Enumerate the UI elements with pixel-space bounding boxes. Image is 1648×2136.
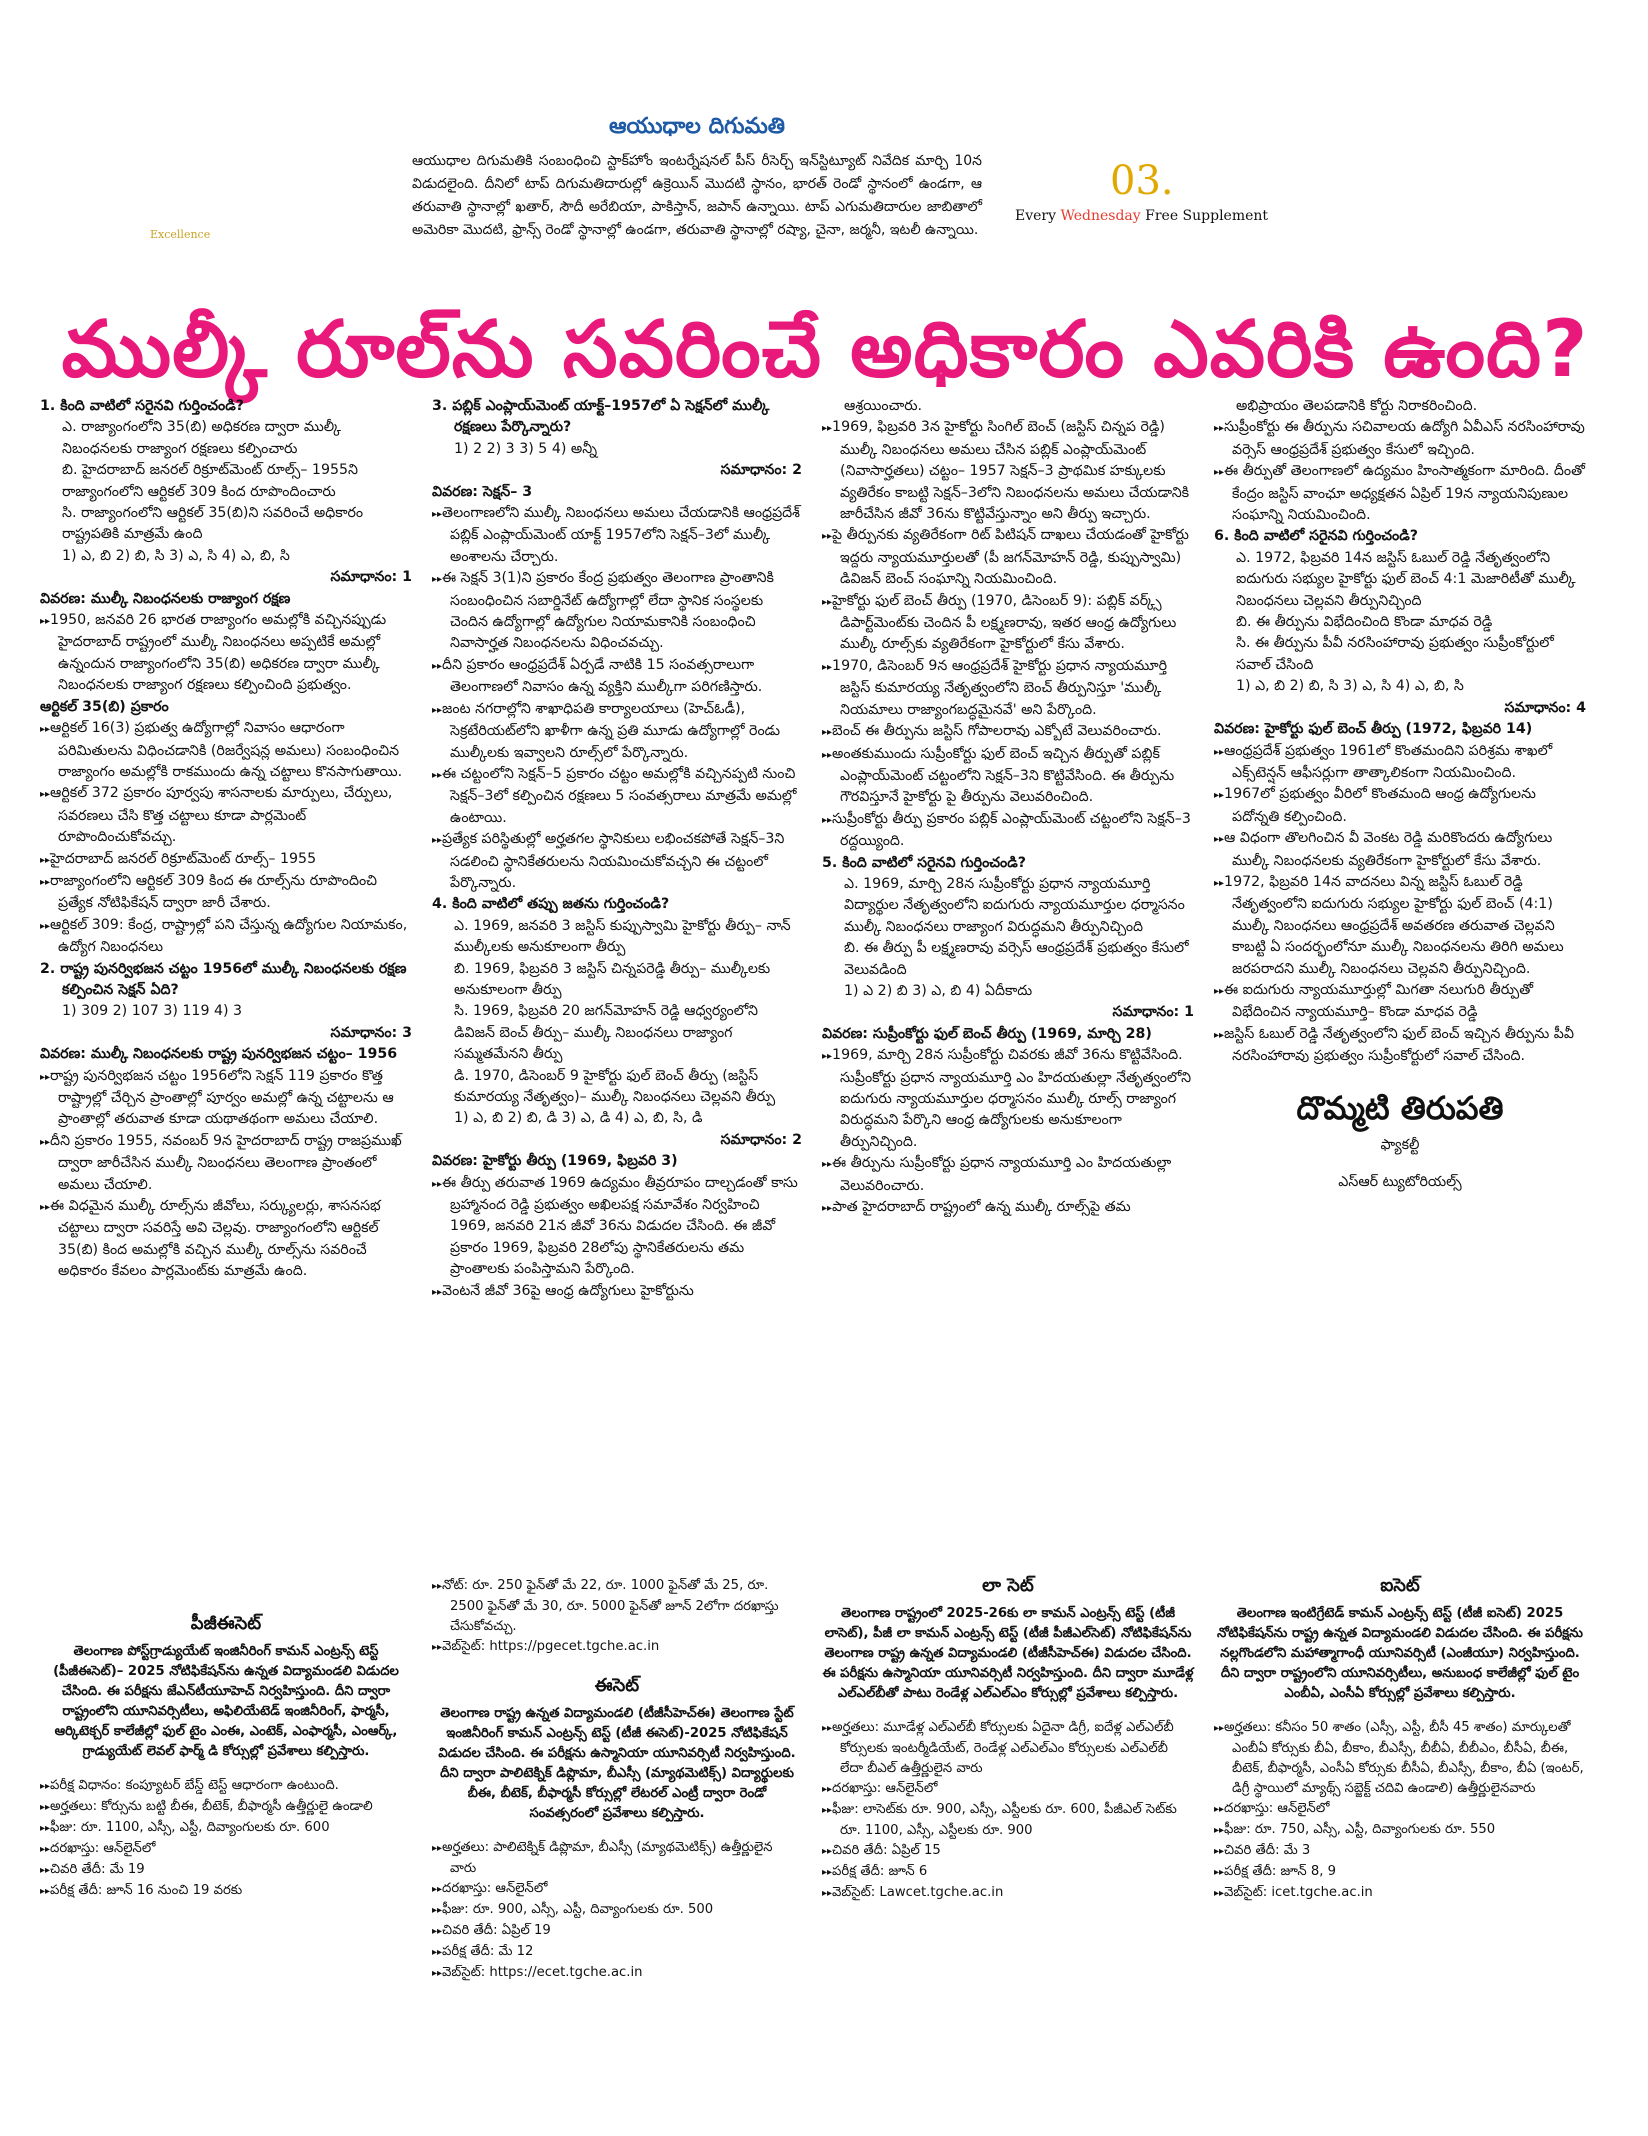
bullet-point: ▸▸ 1967లో ప్రభుత్వం వీరిలో కొంతమంది ఆంధ్ర ఉద్యోగులను పదోన్నతి కల్పించింది. xyxy=(1214,784,1586,828)
lawcet-row: ▸▸ అర్హతలు: మూడేళ్ల ఎల్‌ఎల్‌బీ కోర్సులకు ఏదైనా డిగ్రీ, ఐదేళ్ల ఎల్‌ఎల్‌బీ కోర్సులకు ఇంటర్మీడియేట్, రెండేళ్ల ఎల్‌ఎల్‌ఎం కోర్సులకు ఎల్‌ఎల్‌బీ లేదా బీఎల్ ఉత్తీర్ణులైన వారు xyxy=(822,1718,1194,1779)
icet-intro: తెలంగాణ ఇంటిగ్రేటెడ్ కామన్ ఎంట్రన్స్ టెస్ట్ (టీజీ ఐసెట్) 2025 నోటిఫికేషన్‌ను రాష్ట్ర ఉన్నత విద్యామండలి విడుదల చేసింది. ఈ పరీక్షను నల్లగొండలోని మహాత్మాగాంధీ యూనివర్సిటీ (ఎంజీయూ) నిర్వహిస్తుంది. దీని ద్వారా రాష్ట్రంలోని యూనివర్సిటీలు, అనుబంధ కాలేజీల్లో ఫుల్ టైం ఎంబీఏ, ఎంసీఏ కోర్సుల్లో ప్రవేశాలు కల్పిస్తారు. xyxy=(1217,1606,1583,1701)
sub-heading: ఆర్టికల్ 35(బి) ప్రకారం xyxy=(40,698,169,715)
supp-day: Wednesday xyxy=(1060,208,1141,224)
option-text: బి. ఈ తీర్పు పీ లక్ష్మణరావు వర్సెస్ ఆంధ్రప్రదేశ్ ప్రభుత్వం కేసులో వెలువడింది xyxy=(844,940,1189,978)
ecet-row: ▸▸ ఫీజు: రూ. 900, ఎస్సీ, ఎస్టీ, దివ్యాంగులకు రూ. 500 xyxy=(432,1900,802,1921)
option-text: ఎ. 1969, మార్చి 28న సుప్రీంకోర్టు ప్రధాన న్యాయమూర్తి విద్యార్థుల నేతృత్వంలోని ఐదుగురు న్యాయమూర్తుల ధర్మాసనం ముల్కీ నిబంధనలు రాజ్యాంగ విరుద్ధమని తీర్పునిచ్చింది xyxy=(844,875,1185,935)
pgecet-title: పీజీఈసెట్ xyxy=(190,1613,262,1634)
masthead-logo: Excellence xyxy=(150,228,211,241)
question-3: 3. పబ్లిక్ ఎంప్లాయ్‌మెంట్ యాక్ట్–1957లో ఏ సెక్షన్‌లో ముల్కీ రక్షణలు పేర్కొన్నారు? xyxy=(432,398,770,436)
lawcet-section xyxy=(822,1576,1194,1904)
options: 1) ఎ, బి 2) బి, సి 3) ఎ, సి 4) ఎ, బి, సి xyxy=(1236,678,1464,695)
arms-box-text: ఆయుధాల దిగుమతికి సంబంధించి స్టాక్‌హోం ఇంటర్నేషనల్ పీస్ రీసెర్చ్ ఇన్‌స్టిట్యూట్ నివేదిక మార్చి 10న విడుదలైంది. దీనిలో టాప్ దిగుమతిదారుల్లో ఉక్రెయిన్ మొదటి స్థానం, భారత్ రెండో స్థానంలో ఉండగా, ఆ తరువాతి స్థానాల్లో ఖతార్, సౌదీ అరేబియా, పాకిస్తాన్, జపాన్ ఉన్నాయి. టాప్ ఎగుమతిదారుల జాబితాలో అమెరికా మొదటి, ఫ్రాన్స్ రెండో స్థానాల్లో ఉండగా, తరువాతి స్థానాల్లో రష్యా, చైనా, జర్మనీ, ఇటలీ ఉన్నాయి. xyxy=(412,153,982,238)
explanation-heading: వివరణ: హైకోర్టు ఫుల్ బెంచ్ తీర్పు (1972, ఫిబ్రవరి 14) xyxy=(1214,721,1533,738)
lawcet-row: ▸▸ పరీక్ష తేదీ: జూన్ 6 xyxy=(822,1862,1194,1883)
explanation-heading: వివరణ: సుప్రీంకోర్టు ఫుల్ బెంచ్ తీర్పు (1969, మార్చి 28) xyxy=(822,1025,1152,1042)
pgecet-row: ▸▸ దరఖాస్తు: ఆన్‌లైన్‌లో xyxy=(40,1839,412,1860)
icet-title: ఐసెట్ xyxy=(1380,1575,1420,1596)
bullet-point: ▸▸ 1972, ఫిబ్రవరి 14న వాదనలు విన్న జస్టిస్ ఓబుల్ రెడ్డి నేతృత్వంలోని ఐదుగురు సభ్యుల హైకోర్టు ఫుల్ బెంచ్ (4:1) ముల్కీ నిబంధనలు ఆంధ్రప్రదేశ్ అవతరణ తరువాత చెల్లవని కాబట్టి ఏ సందర్భంలోనూ ముల్కీ నిబంధనలను తిరిగి అమలు జరపరాదని ముల్కీ నిబంధనలు చెల్లవని తీర్పునిచ్చింది. xyxy=(1214,872,1586,980)
icet-row: ▸▸ అర్హతలు: కనీసం 50 శాతం (ఎస్సీ, ఎస్టీ, బీసీ 45 శాతం) మార్కులతో ఎంబీఏ కోర్సుకు బీఏ, బీకాం, బీఎస్సీ, బీబీఏ, బీబీఎం, బీసీఏ, బీఈ, బీటెక్, బీఫార్మసీ, ఎంసీఏ కోర్సుకు బీసీఏ, బీఎస్సీ, బీకాం, బీఏ (ఇంటర్, డిగ్రీ స్థాయిలో మ్యాథ్స్ సబ్జెక్ట్ చదివి ఉండాలి) ఉత్తీర్ణులైనవారు xyxy=(1214,1718,1586,1799)
lawcet-intro: తెలంగాణ రాష్ట్రంలో 2025-26కు లా కామన్ ఎంట్రన్స్ టెస్ట్ (టీజీ లాసెట్), పీజీ లా కామన్ ఎంట్రన్స్ టెస్ట్ (టీజీ పీజీఎల్‌సెట్) నోటిఫికేషన్‌ను తెలంగాణ రాష్ట్ర ఉన్నత విద్యామండలి (టీజీసీహెచ్ఈ) విడుదల చేసింది. ఈ పరీక్షను ఉస్మానియా యూనివర్సిటీ నిర్వహిస్తుంది. దీని ద్వారా మూడేళ్ల ఎల్‌ఎల్‌బీతో పాటు రెండేళ్ల ఎల్‌ఎల్‌ఎం కోర్సుల్లో ప్రవేశాలు కల్పిస్తారు. xyxy=(822,1606,1194,1701)
paragraph: ఆశ్రయించారు. xyxy=(844,398,923,414)
bullet-point: ▸▸ హైదరాబాద్ జనరల్ రిక్రూట్‌మెంట్ రూల్స్– 1955 xyxy=(40,849,412,871)
bullet-point: ▸▸ వెంటనే జీవో 36పై ఆంధ్ర ఉద్యోగులు హైకోర్టును xyxy=(432,1281,802,1303)
bullet-point: ▸▸ దీని ప్రకారం ఆంధ్రప్రదేశ్ ఏర్పడే నాటికి 15 సంవత్సరాలుగా తెలంగాణలో నివాసం ఉన్న వ్యక్తిని ముల్కీగా పరిగణిస్తారు. xyxy=(432,655,802,699)
question-2: 2. రాష్ట్ర పునర్విభజన చట్టం 1956లో ముల్కీ నిబంధనలకు రక్షణ కల్పించిన సెక్షన్ ఏది? xyxy=(40,960,407,998)
icet-row: ▸▸ ఫీజు: రూ. 750, ఎస్సీ, ఎస్టీ, దివ్యాంగులకు రూ. 550 xyxy=(1214,1820,1586,1841)
ecet-row: ▸▸ చివరి తేదీ: ఏప్రిల్ 19 xyxy=(432,1921,802,1942)
page-number: 03. xyxy=(1110,158,1174,204)
answer: సమాధానం: 3 xyxy=(330,1024,412,1041)
option-text: బి. హైదరాబాద్ జనరల్ రిక్రూట్‌మెంట్ రూల్స్– 1955ని రాజ్యాంగంలోని ఆర్టికల్ 309 కింద రూపొందించారు xyxy=(62,462,358,500)
bullet-point: ▸▸ సుప్రీంకోర్టు తీర్పు ప్రకారం పబ్లిక్ ఎంప్లాయ్‌మెంట్ చట్టంలోని సెక్షన్–3 రద్దయ్యింది. xyxy=(822,809,1194,853)
options: 1) 309 2) 107 3) 119 4) 3 xyxy=(62,1003,243,1020)
bullet-point: ▸▸ ఈ తీర్పుతో తెలంగాణలో ఉద్యమం హింసాత్మకంగా మారింది. దీంతో కేంద్రం జస్టిస్ వాంఛూ అధ్యక్షతన ఏప్రిల్ 19న న్యాయనిపుణుల సంఘాన్ని నియమించింది. xyxy=(1214,461,1586,526)
icet-section xyxy=(1214,1576,1586,1904)
bullet-point: ▸▸ ప్రత్యేక పరిస్థితుల్లో అర్హతగల స్థానికులు లభించకపోతే సెక్షన్–3ని సడలించి స్థానికేతరులను నియమించుకోవచ్చని ఈ చట్టంలో పేర్కొన్నారు. xyxy=(432,829,802,894)
arms-box-title: ఆయుధాల దిగుమతి xyxy=(608,114,786,139)
option-text: ఎ. 1969, జనవరి 3 జస్టిస్ కుప్పుస్వామి హైకోర్టు తీర్పు– నాన్ ముల్కీలకు అనుకూలంగా తీర్పు xyxy=(454,917,791,956)
lawcet-row: ▸▸ చివరి తేదీ: ఏప్రిల్ 15 xyxy=(822,1841,1194,1862)
bullet-point: ▸▸ రాజ్యాంగంలోని ఆర్టికల్ 309 కింద ఈ రూల్స్‌ను రూపొందించి ప్రత్యేక నోటిఫికేషన్ ద్వారా జారీ చేశారు. xyxy=(40,871,412,915)
option-text: ఎ. రాజ్యాంగంలోని 35(బి) అధికరణ ద్వారా ముల్కీ నిబంధనలకు రాజ్యాంగ రక్షణలు కల్పించారు xyxy=(62,419,342,457)
bullet-point: ▸▸ 1969, మార్చి 28న సుప్రీంకోర్టు చివరకు జీవో 36ను కొట్టివేసింది. సుప్రీంకోర్టు ప్రధాన న్యాయమూర్తి ఎం హిదయతుల్లా నేతృత్వంలోని ఐదుగురు న్యాయమూర్తుల ధర్మాసనం ముల్కీ రూల్స్ రాజ్యాంగ విరుద్ధమని పేర్కొని ఆంధ్ర ఉద్యోగులకు అనుకూలంగా తీర్పునిచ్చింది. xyxy=(822,1045,1194,1153)
column-3 xyxy=(822,396,1194,1219)
bullet-point: ▸▸ పాత హైదరాబాద్ రాష్ట్రంలో ఉన్న ముల్కీ రూల్స్‌పై తమ xyxy=(822,1197,1194,1219)
pgecet-row: ▸▸ పరీక్ష విధానం: కంప్యూటర్ బేస్డ్ టెస్ట్ ఆధారంగా ఉంటుంది. xyxy=(40,1776,412,1797)
lawcet-row: ▸▸ ఫీజు: లాసెట్‌కు రూ. 900, ఎస్సీ, ఎస్టీలకు రూ. 600, పీజీఎల్ సెట్‌కు రూ. 1100, ఎస్సీ, ఎస్టీలకు రూ. 900 xyxy=(822,1800,1194,1841)
answer: సమాధానం: 2 xyxy=(720,1131,802,1148)
option-text: సి. ఈ తీర్పును పీవీ నరసింహారావు ప్రభుత్వం సుప్రీంకోర్టులో సవాల్ చేసింది xyxy=(1236,635,1554,673)
bullet-point: ▸▸ ఈ ఐదుగురు న్యాయమూర్తుల్లో మిగతా నలుగురి తీర్పుతో విభేదించిన న్యాయమూర్తి– కొండా మాధవ రెడ్డి xyxy=(1214,980,1586,1024)
paragraph: అభిప్రాయం తెలపడానికి కోర్టు నిరాకరించింది. xyxy=(1236,398,1478,414)
column-1 xyxy=(40,396,412,1283)
column-2 xyxy=(432,396,802,1303)
bullet-point: ▸▸ 1950, జనవరి 26 భారత రాజ్యాంగం అమల్లోకి వచ్చినప్పుడు హైదరాబాద్ రాష్ట్రంలో ముల్కీ నిబంధనలు అప్పటికే అమల్లో ఉన్నందున రాజ్యాంగంలోని 35(బి) అధికరణ ద్వారా ముల్కీ నిబంధనలకు రాజ్యాంగ రక్షణలు కల్పించింది ప్రభుత్వం. xyxy=(40,610,412,697)
bullet-point: ▸▸ జంట నగరాల్లోని శాఖాధిపతి కార్యాలయాలు (హెచ్‌ఓడీ), సెక్రటేరియట్‌లోని ఖాళీగా ఉన్న ప్రతి మూడు ఉద్యోగాల్లో రెండు ముల్కీలకు ఇవ్వాలని రూల్స్‌లో పేర్కొన్నారు. xyxy=(432,699,802,764)
ecet-row: ▸▸ పరీక్ష తేదీ: మే 12 xyxy=(432,1942,802,1963)
ecet-row: ▸▸ దరఖాస్తు: ఆన్‌లైన్‌లో xyxy=(432,1879,802,1900)
bullet-point: ▸▸ ఆ విధంగా తొలగించిన వీ వెంకట రెడ్డి మరికొందరు ఉద్యోగులు ముల్కీ నిబంధనలకు వ్యతిరేకంగా హైకోర్టులో కేసు వేశారు. xyxy=(1214,828,1586,872)
column-4 xyxy=(1214,396,1586,1194)
bullet-point: ▸▸ సుప్రీంకోర్టు ఈ తీర్పును సచివాలయ ఉద్యోగి ఏవీఎస్ నరసింహారావు వర్సెస్ ఆంధ్రప్రదేశ్ ప్రభుత్వం కేసులో ఇచ్చింది. xyxy=(1214,417,1586,461)
bullet-point: ▸▸ ఈ విధమైన ముల్కీ రూల్స్‌ను జీవోలు, సర్క్యులర్లు, శాసనసభ చట్టాలు ద్వారా సవరిస్తే అవి చెల్లవు. రాజ్యాంగంలోని ఆర్టికల్ 35(బి) కింద అమల్లోకి వచ్చిన ముల్కీ రూల్స్‌ను సవరించే అధికారం కేవలం పార్లమెంట్‌కు మాత్రమే ఉంది. xyxy=(40,1196,412,1283)
bullet-point: ▸▸ బెంచ్ ఈ తీర్పును జస్టిస్ గోపాలరావు ఎక్బోటే వెలువరించారు. xyxy=(822,721,1194,743)
ecet-intro: తెలంగాణ రాష్ట్ర ఉన్నత విద్యామండలి (టీజీసీహెచ్ఈ) తెలంగాణ స్టేట్ ఇంజినీరింగ్ కామన్ ఎంట్రన్స్ టెస్ట్ (టీజీ ఈసెట్)-2025 నోటిఫికేషన్ విడుదల చేసింది. ఈ పరీక్షను ఉస్మానియా యూనివర్సిటీ నిర్వహిస్తుంది. దీని ద్వారా పాలిటెక్నిక్ డిప్లొమా, బీఎస్సీ (మ్యాథమెటిక్స్) విద్యార్థులకు బీఈ, బీటెక్, బీఫార్మసీ కోర్సుల్లో లేటరల్ ఎంట్రీ ద్వారా రెండో సంవత్సరంలో ప్రవేశాలు కల్పిస్తారు. xyxy=(438,1706,796,1821)
icet-row: ▸▸ పరీక్ష తేదీ: జూన్ 8, 9 xyxy=(1214,1862,1586,1883)
icet-row: ▸▸ వెబ్‌సైట్: icet.tgche.ac.in xyxy=(1214,1883,1586,1904)
pgecet-row: ▸▸ పరీక్ష తేదీ: జూన్ 16 నుంచి 19 వరకు xyxy=(40,1881,412,1902)
options: 1) ఎ 2) బి 3) ఎ, బి 4) ఏదీకాదు xyxy=(844,982,1033,999)
explanation-heading: వివరణ: హైకోర్టు తీర్పు (1969, ఫిబ్రవరి 3) xyxy=(432,1153,678,1170)
bullet-point: ▸▸ ఈ తీర్పును సుప్రీంకోర్టు ప్రధాన న్యాయమూర్తి ఎం హిదయతుల్లా వెలువరించారు. xyxy=(822,1153,1194,1197)
question-1: 1. కింది వాటిలో సరైనవి గుర్తించండి? xyxy=(40,398,244,414)
answer: సమాధానం: 4 xyxy=(1504,699,1586,716)
option-text: సి. 1969, ఫిబ్రవరి 20 జగన్‌మోహన్ రెడ్డి ఆధ్వర్యంలోని డివిజన్ బెంచ్ తీర్పు– ముల్కీ నిబంధనలు రాజ్యాంగ సమ్మతమేనని తీర్పు xyxy=(454,1003,758,1063)
bullet-point: ▸▸ తెలంగాణలోని ముల్కీ నిబంధనలు అమలు చేయడానికి ఆంధ్రప్రదేశ్ పబ్లిక్ ఎంప్లాయ్‌మెంట్ యాక్ట్ 1957లోని సెక్షన్–3లో ముల్కీ అంశాలను చేర్చారు. xyxy=(432,503,802,568)
pgecet-row: ▸▸ ఫీజు: రూ. 1100, ఎస్సీ, ఎస్టీ, దివ్యాంగులకు రూ. 600 xyxy=(40,1818,412,1839)
headline: ముల్కీ రూల్‌ను సవరించే అధికారం ఎవరికి ఉంది? xyxy=(61,305,1589,395)
ecet-row: ▸▸ అర్హతలు: పాలిటెక్నిక్ డిప్లొమా, బీఎస్సీ (మ్యాథమెటిక్స్) ఉత్తీర్ణులైన వారు xyxy=(432,1838,802,1879)
bullet-point: ▸▸ ఈ చట్టంలోని సెక్షన్–5 ప్రకారం చట్టం అమల్లోకి వచ్చినప్పటి నుంచి సెక్షన్–3లో కల్పించిన రక్షణలు 5 సంవత్సరాలు మాత్రమే అమల్లో ఉంటాయి. xyxy=(432,764,802,829)
question-5: 5. కింది వాటిలో సరైనవి గుర్తించండి? xyxy=(822,854,1026,871)
bullet-point: ▸▸ ఆర్టికల్ 16(3) ప్రభుత్వ ఉద్యోగాల్లో నివాసం ఆధారంగా పరిమితులను విధించడానికి (రిజర్వేషన్ల అమలు) సంబంధించిన రాజ్యాంగం అమల్లోకి రాకముందు ఉన్న చట్టాలు కొనసాగుతాయి. xyxy=(40,718,412,783)
bullet-point: ▸▸ అంతకుముందు సుప్రీంకోర్టు ఫుల్ బెంచ్ ఇచ్చిన తీర్పుతో పబ్లిక్ ఎంప్లాయ్‌మెంట్ చట్టంలోని సెక్షన్–3ని కొట్టివేసింది. ఈ తీర్పును గౌరవిస్తూనే హైకోర్టు పై తీర్పును వెలువరించింది. xyxy=(822,744,1194,809)
answer: సమాధానం: 2 xyxy=(720,462,802,479)
pgecet-note: ▸▸ నోట్: రూ. 250 ఫైన్‌తో మే 22, రూ. 1000 ఫైన్‌తో మే 25, రూ. 2500 ఫైన్‌తో మే 30, రూ. 5000 ఫైన్‌తో జూన్ 2లోగా దరఖాస్తు చేసుకోవచ్చు. xyxy=(432,1576,802,1637)
answer: సమాధానం: 1 xyxy=(1112,1004,1194,1021)
lawcet-row: ▸▸ వెబ్‌సైట్: Lawcet.tgche.ac.in xyxy=(822,1883,1194,1904)
option-text: ఎ. 1972, ఫిబ్రవరి 14న జస్టిస్ ఓబుల్ రెడ్డి నేతృత్వంలోని ఐదుగురు సభ్యుల హైకోర్టు ఫుల్ బెంచ్ 4:1 మెజారిటీతో ముల్కీ నిబంధనలు చెల్లవని తీర్పునిచ్చింది xyxy=(1236,549,1576,609)
supp-post: Free Supplement xyxy=(1140,208,1269,224)
author-org: ఎస్‌ఆర్ ట్యుటోరియల్స్ xyxy=(1338,1174,1462,1191)
options: 1) ఎ, బి 2) బి, సి 3) ఎ, సి 4) ఎ, బి, సి xyxy=(62,547,290,564)
pgecet-section xyxy=(40,1614,412,1902)
bullet-point: ▸▸ 1969, ఫిబ్రవరి 3న హైకోర్టు సింగిల్ బెంచ్ (జస్టిస్ చిన్నప రెడ్డి) ముల్కీ నిబంధనలు అమలు చేసిన పబ్లిక్ ఎంప్లాయ్‌మెంట్ (నివాసార్హతలు) చట్టం– 1957 సెక్షన్–3 ప్రాథమిక హక్కులకు వ్యతిరేకం కాబట్టి సెక్షన్–3లోని నిబంధనలను అమలు చేయడానికి జారీచేసిన జీవో 36ను కొట్టివేస్తున్నాం అని తీర్పు ఇచ్చారు. xyxy=(822,417,1194,525)
option-text: సి. రాజ్యాంగంలోని ఆర్టికల్ 35(బి)ని సవరించే అధికారం రాష్ట్రపతికి మాత్రమే ఉంది xyxy=(62,505,364,543)
options: 1) ఎ, బి 2) బి, డి 3) ఎ, డి 4) ఎ, బి, సి, డి xyxy=(454,1110,703,1127)
bullet-point: ▸▸ ఈ తీర్పు తరువాత 1969 ఉద్యమం తీవ్రరూపం దాల్చడంతో కాసు బ్రహ్మానంద రెడ్డి ప్రభుత్వం అఖిలపక్ష సమావేశం నిర్వహించి 1969, జనవరి 21న జీవో 36ను విడుదల చేసింది. ఈ జీవో ప్రకారం 1969, ఫిబ్రవరి 28లోపు స్థానికేతరులను తమ ప్రాంతాలకు పంపిస్తామని పేర్కొంది. xyxy=(432,1173,802,1281)
question-6: 6. కింది వాటిలో సరైనవి గుర్తించండి? xyxy=(1214,528,1418,545)
arms-import-box xyxy=(412,114,982,242)
bullet-point: ▸▸ ఈ సెక్షన్ 3(1)ని ప్రకారం కేంద్ర ప్రభుత్వం తెలంగాణ ప్రాంతానికి సంబంధించిన సబార్డినేట్ ఉద్యోగాల్లో లేదా స్థానిక సంస్థలకు చెందిన ఉద్యోగాల్లో ఉద్యోగుల నియామకానికి సంబంధించి నివాసార్హత నిబంధనలను విధించవచ్చు. xyxy=(432,568,802,655)
author-role: ఫ్యాకల్టీ xyxy=(1380,1137,1420,1153)
bullet-point: ▸▸ హైకోర్టు ఫుల్ బెంచ్ తీర్పు (1970, డిసెంబర్ 9): పబ్లిక్ వర్క్స్ డిపార్ట్‌మెంట్‌కు చెందిన పీ లక్ష్మణరావు, ఇతర ఆంధ్ర ఉద్యోగులు ముల్కీ రూల్స్‌కు వ్యతిరేకంగా హైకోర్టులో కేసు వేశారు. xyxy=(822,591,1194,656)
bullet-point: ▸▸ 1970, డిసెంబర్ 9న ఆంధ్రప్రదేశ్ హైకోర్టు ప్రధాన న్యాయమూర్తి జస్టిస్ కుమారయ్య నేతృత్వంలోని బెంచ్ తీర్పునిస్తూ 'ముల్కీ నియమాలు రాజ్యాంగబద్ధమైనవే' అని పేర్కొంది. xyxy=(822,656,1194,721)
pgecet-row: ▸▸ చివరి తేదీ: మే 19 xyxy=(40,1860,412,1881)
pgecet-row: ▸▸ అర్హతలు: కోర్సును బట్టి బీఈ, బీటెక్, బీఫార్మసీ ఉత్తీర్ణులై ఉండాలి xyxy=(40,1797,412,1818)
pgecet-website: ▸▸ వెబ్‌సైట్: https://pgecet.tgche.ac.in xyxy=(432,1637,802,1658)
option-text: బి. 1969, ఫిబ్రవరి 3 జస్టిస్ చిన్నపరెడ్డి తీర్పు– ముల్కీలకు అనుకూలంగా తీర్పు xyxy=(454,960,771,998)
bullet-point: ▸▸ జస్టిస్ ఓబుల్ రెడ్డి నేతృత్వంలోని ఫుల్ బెంచ్ ఇచ్చిన తీర్పును పీవీ నరసింహారావు ప్రభుత్వం సుప్రీంకోర్టులో సవాల్ చేసింది. xyxy=(1214,1024,1586,1068)
author-name: దొమ్మటి తిరుపతి xyxy=(1296,1088,1504,1127)
option-text: బి. ఈ తీర్పును విభేదించింది కొండా మాధవ రెడ్డి xyxy=(1236,614,1493,631)
option-text: డి. 1970, డిసెంబర్ 9 హైకోర్టు ఫుల్ బెంచ్ తీర్పు (జస్టిస్ కుమారయ్య నేతృత్వం)– ముల్కీ నిబంధనలు చెల్లవని తీర్పు xyxy=(454,1067,776,1105)
explanation-heading: వివరణ: సెక్షన్– 3 xyxy=(432,483,533,500)
bullet-point: ▸▸ ఆర్టికల్ 309: కేంద్ర, రాష్ట్రాల్లో పని చేస్తున్న ఉద్యోగుల నియామకం, ఉద్యోగ నిబంధనలు xyxy=(40,915,412,959)
pgecet-intro: తెలంగాణ పోస్ట్‌గ్రాడ్యుయేట్ ఇంజినీరింగ్ కామన్ ఎంట్రన్స్ టెస్ట్ (పీజీఈసెట్)– 2025 నోటిఫికేషన్‌ను ఉన్నత విద్యామండలి విడుదల చేసింది. ఈ పరీక్షను జేఎన్‌టీయూహెచ్ నిర్వహిస్తుంది. దీని ద్వారా రాష్ట్రంలోని యూనివర్సిటీలు, అఫిలియేటెడ్ ఇంజినీరింగ్, ఫార్మసీ, ఆర్కిటెక్చర్ కాలేజీల్లో ఫుల్ టైం ఎంఈ, ఎంటెక్, ఎంఫార్మసీ, ఎంఆర్క్, గ్రాడ్యుయేట్ లెవల్ ఫార్మ్ డి కోర్సుల్లో ప్రవేశాలు కల్పిస్తారు. xyxy=(53,1644,399,1759)
icet-row: ▸▸ దరఖాస్తు: ఆన్‌లైన్‌లో xyxy=(1214,1799,1586,1820)
answer: సమాధానం: 1 xyxy=(330,569,412,586)
icet-row: ▸▸ చివరి తేదీ: మే 3 xyxy=(1214,1841,1586,1862)
options: 1) 2 2) 3 3) 5 4) అన్నీ xyxy=(454,440,598,457)
question-4: 4. కింది వాటిలో తప్పు జతను గుర్తించండి? xyxy=(432,896,670,913)
bullet-point: ▸▸ రాష్ట్ర పునర్విభజన చట్టం 1956లోని సెక్షన్ 119 ప్రకారం కొత్త రాష్ట్రాల్లో చేర్చిన ప్రాంతాల్లో పూర్వం అమల్లో ఉన్న చట్టాలను ఆ ప్రాంతాల్లో తరువాత కూడా యథాతథంగా అమలు చేయాలి. xyxy=(40,1066,412,1131)
lawcet-row: ▸▸ దరఖాస్తు: ఆన్‌లైన్‌లో xyxy=(822,1779,1194,1800)
bullet-point: ▸▸ ఆంధ్రప్రదేశ్ ప్రభుత్వం 1961లో కొంతమందిని పరిశ్రమ శాఖలో ఎక్స్‌టెన్షన్ ఆఫీసర్లుగా తాత్కాలికంగా నియమించింది. xyxy=(1214,741,1586,785)
explanation-heading: వివరణ: ముల్కీ నిబంధనలకు రాష్ట్ర పునర్విభజన చట్టం– 1956 xyxy=(40,1046,398,1063)
supp-pre: Every xyxy=(1015,208,1061,224)
ecet-section xyxy=(432,1576,802,1984)
bullet-point: ▸▸ ఆర్టికల్ 372 ప్రకారం పూర్వపు శాసనాలకు మార్పులు, చేర్పులు, సవరణలు చేసి కొత్త చట్టాలు కూడా పార్లమెంట్ రూపొందించుకోవచ్చు. xyxy=(40,783,412,848)
ecet-title: ఈసెట్ xyxy=(594,1675,640,1696)
ecet-row: ▸▸ వెబ్‌సైట్: https://ecet.tgche.ac.in xyxy=(432,1963,802,1984)
bullet-point: ▸▸ దీని ప్రకారం 1955, నవంబర్ 9న హైదరాబాద్ రాష్ట్ర రాజప్రముఖ్ ద్వారా జారీచేసిన ముల్కీ నిబంధనలు తెలంగాణ ప్రాంతంలో అమలు చేయాలి. xyxy=(40,1131,412,1196)
supplement-line xyxy=(1015,208,1268,224)
lawcet-title: లా సెట్ xyxy=(982,1575,1034,1596)
explanation-heading: వివరణ: ముల్కీ నిబంధనలకు రాజ్యాంగ రక్షణ xyxy=(40,590,291,607)
bullet-point: ▸▸ పై తీర్పునకు వ్యతిరేకంగా రిట్ పిటిషన్ దాఖలు చేయడంతో హైకోర్టు ఇద్దరు న్యాయమూర్తులతో (పీ జగన్‌మోహన్ రెడ్డి, కుప్పుస్వామి) డివిజన్ బెంచ్ సంఘాన్ని నియమించింది. xyxy=(822,525,1194,590)
